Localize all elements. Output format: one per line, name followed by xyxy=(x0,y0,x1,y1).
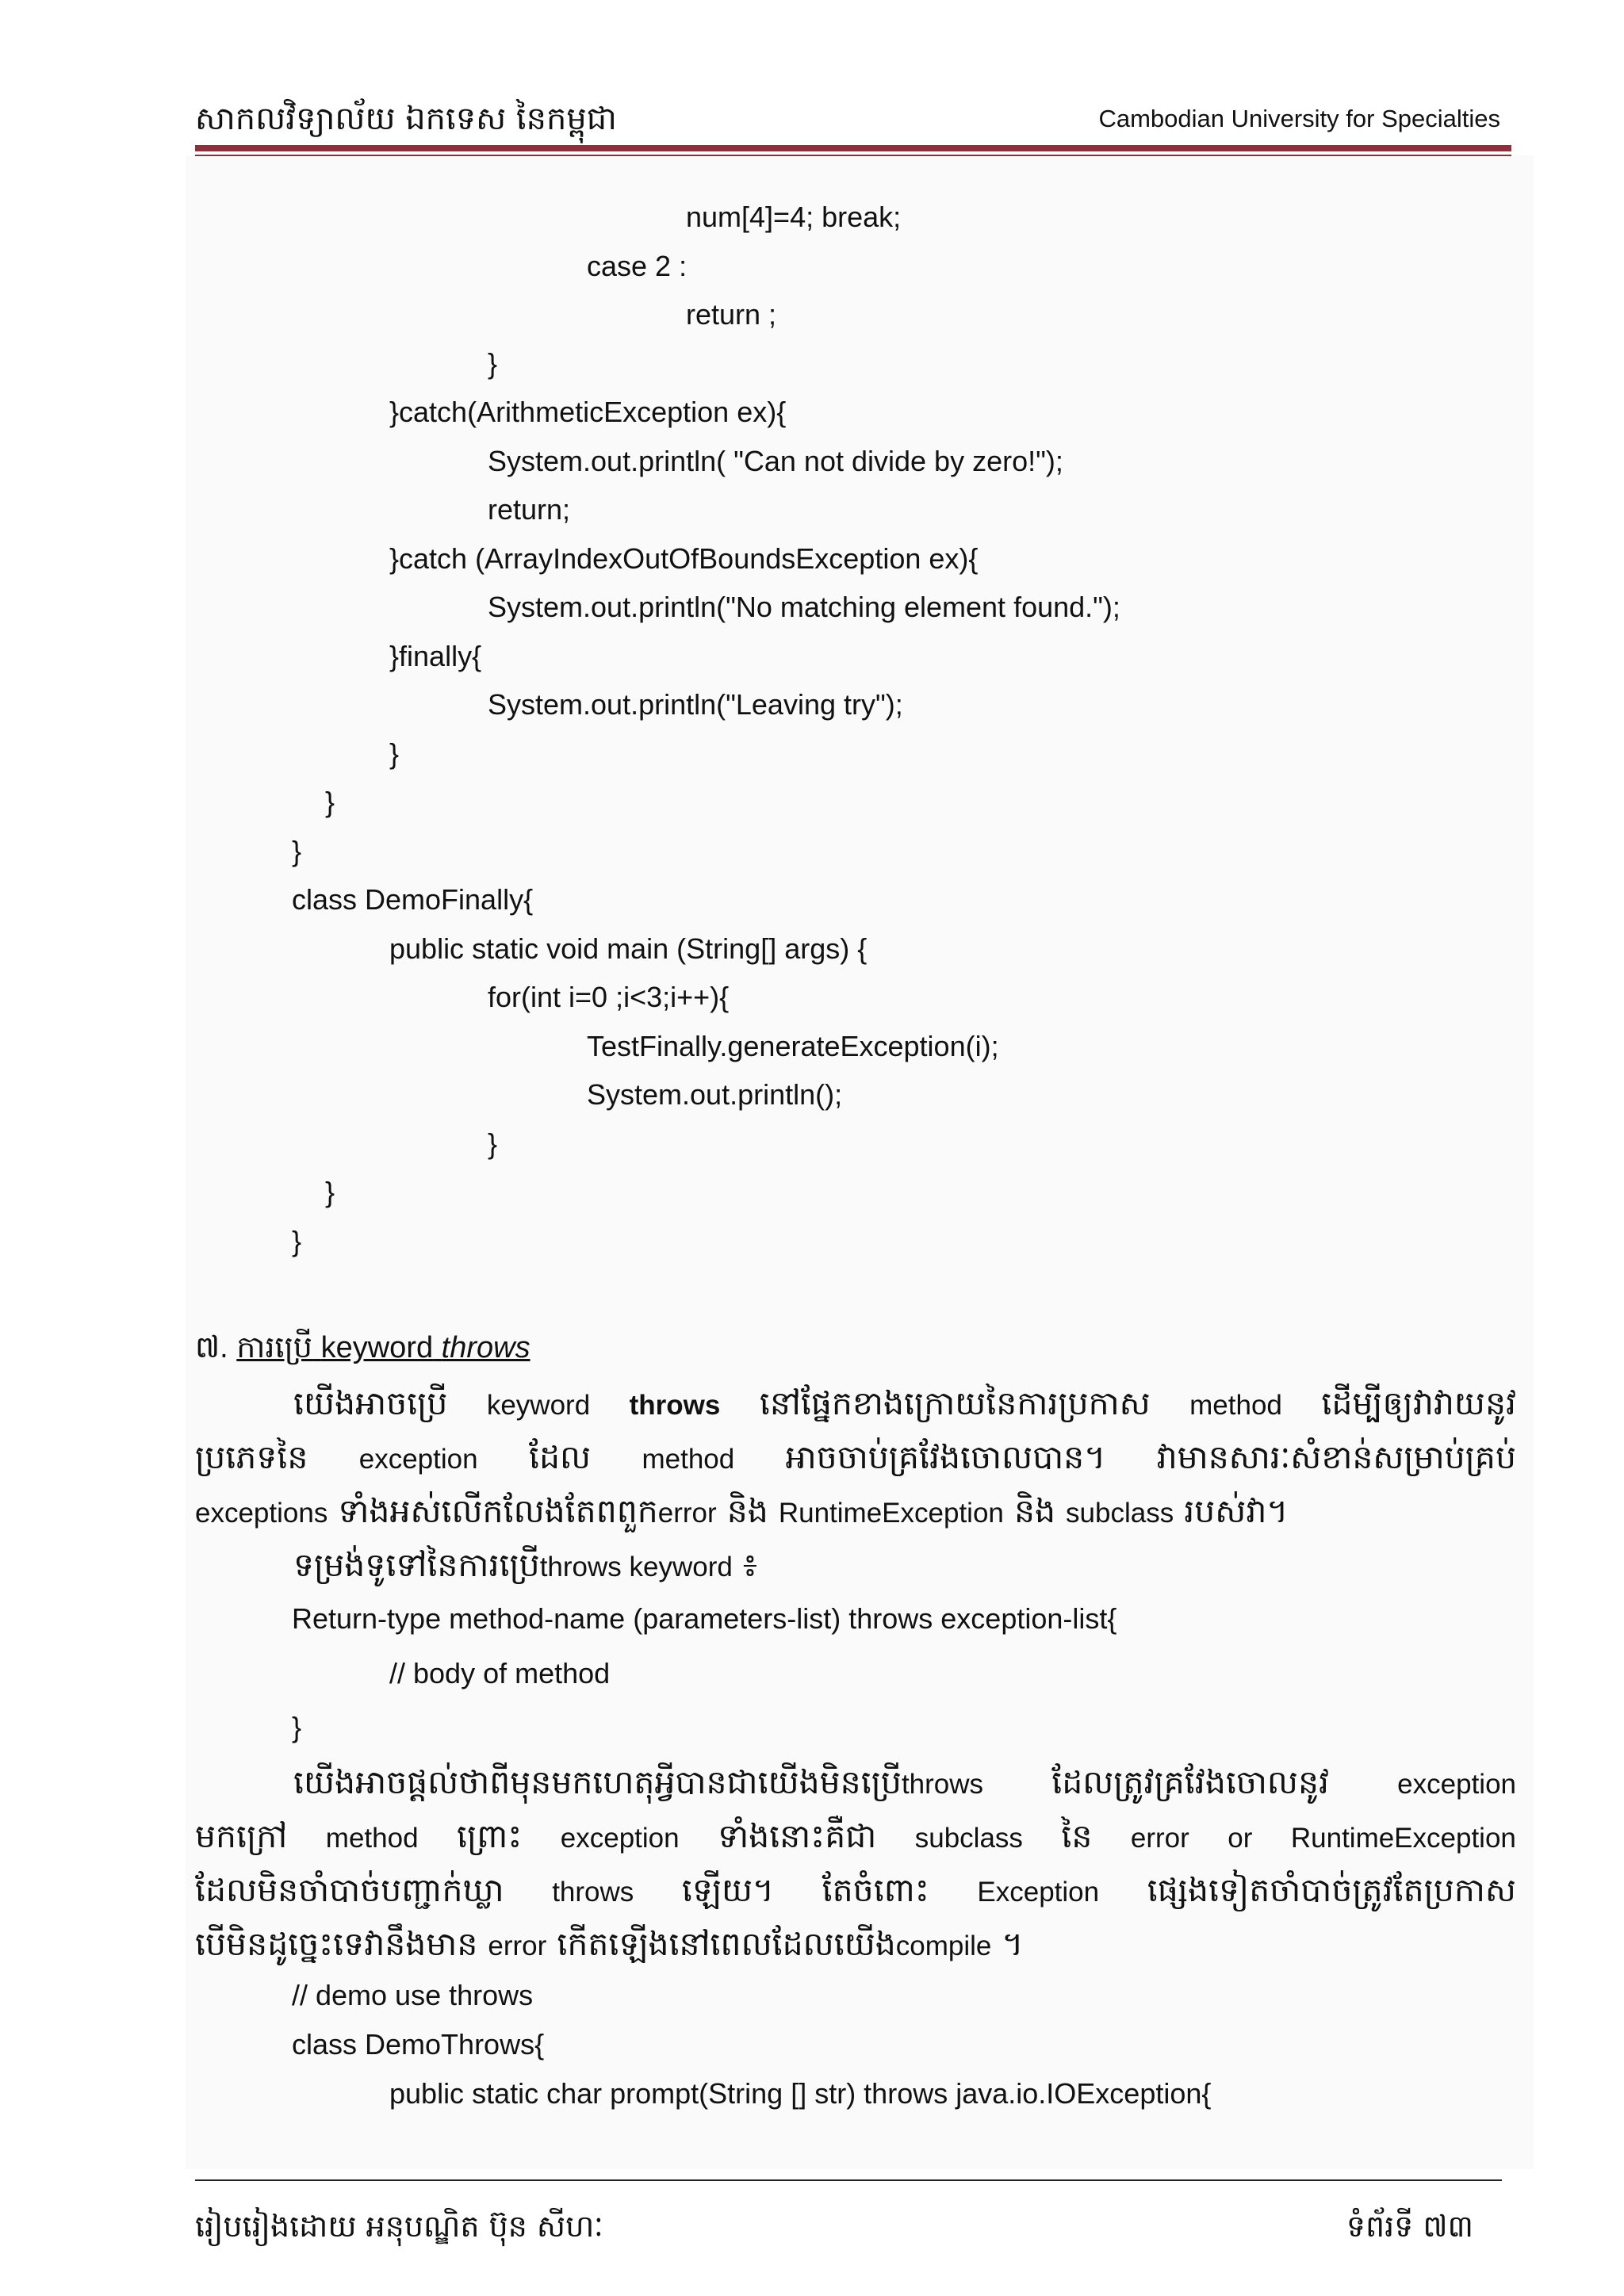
paragraph-line xyxy=(195,1863,1516,1919)
text-run: ដើម្បីឲ្យវាវាយនូវ xyxy=(1321,1384,1516,1422)
text-run: throws xyxy=(552,1877,634,1908)
section-title-khmer: ការប្រើ xyxy=(236,1330,313,1364)
text-run: តែចំពោះ xyxy=(822,1871,929,1909)
text-run: compile xyxy=(895,1931,992,1961)
text-run: យើងអាចប្រើ xyxy=(293,1384,448,1422)
text-run: Exception xyxy=(977,1877,1100,1908)
code-line: class DemoFinally{ xyxy=(292,883,534,916)
text-run: keyword xyxy=(486,1390,591,1421)
code-line: public static void main (String[] args) { xyxy=(389,932,868,965)
syntax-line: Return-type method-name (parameters-list) throws exception-list{ xyxy=(292,1602,1117,1635)
section-number: ៧. xyxy=(195,1331,228,1364)
footer-author: រៀបរៀងដោយ អនុបណ្ឌិត ប៊ុន សីហៈ xyxy=(195,2209,603,2244)
paragraph-line xyxy=(195,1430,1516,1487)
text-run: កើតឡើងនៅពេលដែលយើង xyxy=(557,1925,896,1963)
text-run: ផ្សេងទៀតចាំបាច់ត្រូវតែប្រកាស xyxy=(1147,1871,1516,1909)
code-line: System.out.println(); xyxy=(587,1078,843,1111)
header-rule-thin xyxy=(195,155,1511,156)
code-line: } xyxy=(389,737,400,770)
code-line: } xyxy=(292,1225,302,1257)
text-run: ទម្រង់ទូទៅនៃការប្រើ xyxy=(293,1546,540,1584)
text-run: exception xyxy=(358,1444,478,1475)
text-run: exception xyxy=(1397,1769,1516,1800)
text-run: RuntimeException xyxy=(778,1498,1004,1529)
text-run: ព្រោះ xyxy=(457,1817,523,1855)
text-run: ដែលមិនចាំបាច់បញ្ជាក់ឃ្លា xyxy=(195,1871,504,1909)
text-run: ដែលត្រូវគ្រវែងចោលនូវ xyxy=(1051,1763,1329,1801)
text-run: error xyxy=(1130,1823,1189,1854)
header-rule xyxy=(195,145,1511,151)
text-run: និង xyxy=(1013,1492,1055,1530)
text-run: របស់វា។ xyxy=(1184,1492,1289,1530)
text-run: subclass xyxy=(1066,1498,1174,1529)
text-run: exceptions xyxy=(195,1498,328,1529)
header-university-english: Cambodian University for Specialties xyxy=(1098,105,1500,132)
text-run: exception xyxy=(560,1823,680,1854)
text-run: នៅផ្នែកខាងក្រោយនៃការប្រកាស xyxy=(759,1384,1151,1422)
text-run: មកក្រៅ xyxy=(195,1817,288,1855)
text-run: បើមិនដូច្នេះទេវានឹងមាន xyxy=(195,1925,478,1963)
text-run: error xyxy=(488,1931,547,1961)
header-university-khmer: សាកលវិទ្យាល័យ ឯកទេស នៃកម្ពុជា xyxy=(195,101,617,137)
section-title-keyword: keyword xyxy=(320,1331,434,1364)
code-line: num[4]=4; break; xyxy=(686,201,902,233)
code-line: return ; xyxy=(686,298,777,331)
text-run: ៖ xyxy=(742,1546,757,1584)
code-line: for(int i=0 ;i<3;i++){ xyxy=(488,981,730,1013)
text-run: វាមានសារៈសំខាន់សម្រាប់គ្រប់ xyxy=(1156,1438,1516,1476)
code-line: } xyxy=(292,835,302,867)
text-run: យើងអាចផ្តល់ថាពីមុនមកហេតុអ្វីបានជាយើងមិនប្រើ xyxy=(293,1763,902,1801)
section-title xyxy=(236,1331,530,1364)
code-line: } xyxy=(325,786,335,818)
paragraph-line xyxy=(195,1376,1516,1433)
footer-rule xyxy=(195,2179,1502,2181)
syntax-line: } xyxy=(292,1711,302,1743)
text-run: ទាំងនោះគឺជា xyxy=(718,1817,877,1855)
code-line: System.out.println( "Can not divide by zero!"); xyxy=(488,445,1063,477)
text-run: ឡើយ។ xyxy=(681,1871,775,1909)
text-run: ដែល xyxy=(528,1438,592,1476)
paragraph-line xyxy=(195,1484,1516,1540)
code-line: class DemoThrows{ xyxy=(292,2028,545,2061)
code-line: case 2 : xyxy=(587,250,688,282)
page-number: ទំព័រទី ៧៣ xyxy=(1346,2209,1473,2244)
section-heading xyxy=(195,1327,530,1368)
text-run: RuntimeException xyxy=(1290,1823,1516,1854)
code-line: }catch (ArrayIndexOutOfBoundsException ex){ xyxy=(389,542,979,575)
code-line: System.out.println("Leaving try"); xyxy=(488,688,903,721)
paragraph-line xyxy=(195,1917,1516,1973)
text-run: ប្រភេទនៃ xyxy=(195,1438,308,1476)
paragraph-line xyxy=(195,1809,1516,1866)
syntax-line: // body of method xyxy=(389,1657,611,1689)
code-line: }finally{ xyxy=(389,640,482,672)
syntax-intro xyxy=(293,1538,757,1594)
code-line: TestFinally.generateException(i); xyxy=(587,1030,999,1062)
text-run: និង xyxy=(726,1492,768,1530)
code-line: System.out.println("No matching element found."); xyxy=(488,591,1120,623)
text-run-bold: throws xyxy=(629,1390,721,1421)
text-run: អាចចាប់គ្រវែងចោលបាន។ xyxy=(785,1438,1106,1476)
code-line: } xyxy=(488,1127,498,1160)
text-run: នៃ xyxy=(1061,1817,1093,1855)
text-run: method xyxy=(642,1444,735,1475)
code-line: public static char prompt(String [] str) throws java.io.IOException{ xyxy=(389,2077,1212,2110)
text-run: method xyxy=(1189,1390,1282,1421)
code-line: } xyxy=(325,1176,335,1208)
text-run: or xyxy=(1228,1823,1253,1854)
code-line: } xyxy=(488,347,498,380)
code-line: return; xyxy=(488,493,571,526)
text-run: method xyxy=(325,1823,419,1854)
text-run: throws keyword xyxy=(539,1552,733,1582)
text-run: ។ xyxy=(1002,1925,1024,1963)
text-run: error xyxy=(657,1498,717,1529)
code-line: // demo use throws xyxy=(292,1979,534,2011)
paragraph-line xyxy=(195,1755,1516,1812)
text-run: throws xyxy=(901,1769,984,1800)
code-line: }catch(ArithmeticException ex){ xyxy=(389,396,787,428)
text-run: ទាំងអស់លើកលែងតែពពួក xyxy=(338,1492,658,1530)
section-title-throws: throws xyxy=(441,1331,530,1364)
text-run: subclass xyxy=(914,1823,1023,1854)
